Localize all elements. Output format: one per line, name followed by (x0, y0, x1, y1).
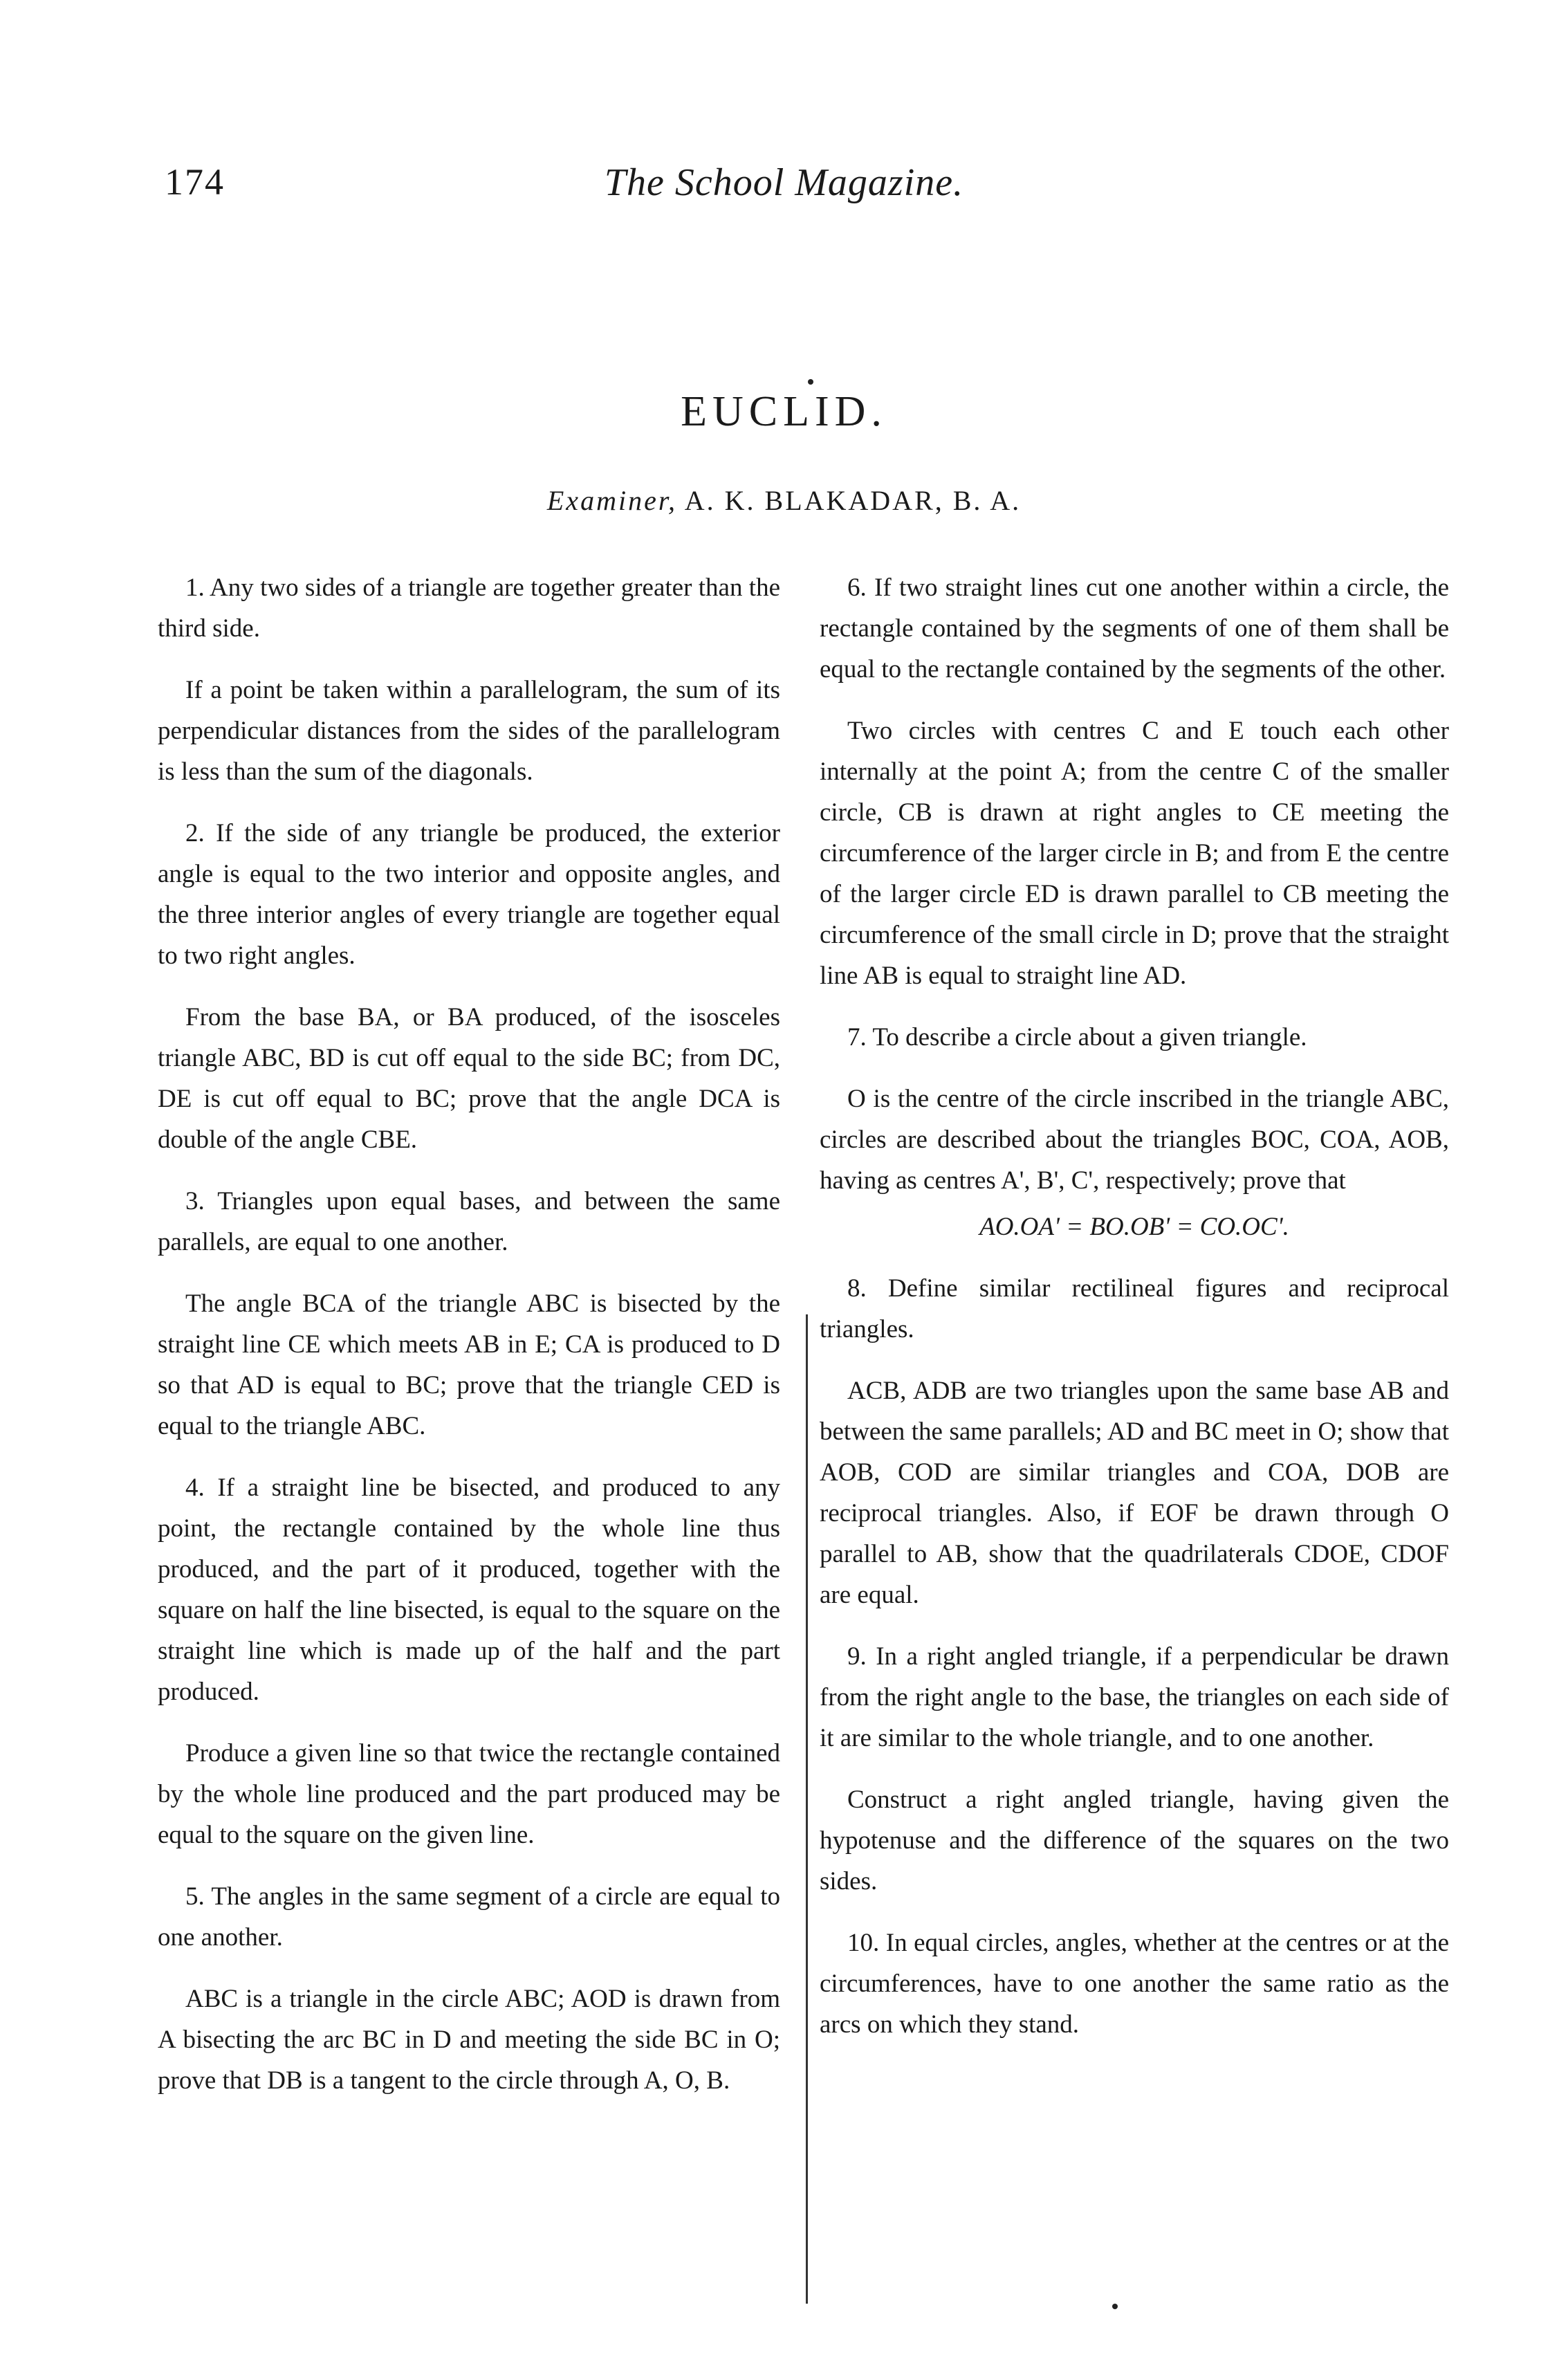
question-6: 6. If two straight lines cut one another within a circle, the rectangle contained by the segments of one of them shall be equal to the rectangle contained by the segments of the other. (820, 573, 1449, 683)
page-number: 174 (165, 161, 225, 203)
question-3: 3. Triangles upon equal bases, and between the same parallels, are equal to one another. (158, 1187, 780, 1256)
question-10: 10. In equal circles, angles, whether at the centres or at the circumferences, have to one another the same ratio as the arcs on which they stand. (820, 1929, 1449, 2039)
question-1: 1. Any two sides of a triangle are together greater than the third side. (158, 573, 780, 643)
left-column (158, 567, 780, 2122)
print-speck (1112, 2304, 1118, 2309)
question-7: 7. To describe a circle about a given triangle. (847, 1023, 1307, 1052)
question-5: 5. The angles in the same segment of a circle are equal to one another. (158, 1882, 780, 1952)
examiner-name: A. K. BLAKADAR, B. A. (684, 485, 1022, 516)
question-3-rider: The angle BCA of the triangle ABC is bisected by the straight line CE which meets AB in E; CA is produced to D so that AD is equal to BC; prove that the triangle CED is equal to the triangle ABC. (158, 1289, 780, 1440)
question-4-rider: Produce a given line so that twice the rectangle contained by the whole line produced and the part produced may be equal to the square on the given line. (158, 1739, 780, 1849)
print-speck (808, 379, 813, 385)
question-9: 9. In a right angled triangle, if a perpendicular be drawn from the right angle to the base, the triangles on each side of it are similar to the whole triangle, and to one another. (820, 1642, 1449, 1752)
examiner-line (0, 484, 1568, 517)
running-title: The School Magazine. (604, 161, 964, 204)
right-column (820, 567, 1449, 2066)
question-1-rider: If a point be taken within a parallelogram, the sum of its perpendicular distances from the sides of the parallelogram is less than the sum of the diagonals. (158, 676, 780, 786)
question-8: 8. Define similar rectilineal figures and reciprocal triangles. (820, 1274, 1449, 1343)
question-6-rider: Two circles with centres C and E touch each other internally at the point A; from the centre C of the smaller circle, CB is drawn at right angles to CE meeting the circumference of the larger circle in B; and from E the centre of the larger circle ED is drawn parallel to CB meeting the circumference of the small circle in D; prove that the straight line AB is equal to straight line AD. (820, 717, 1449, 990)
section-title: EUCLID. (681, 388, 887, 435)
examiner-role: Examiner, (546, 485, 677, 516)
question-7-rider: O is the centre of the circle inscribed in the triangle ABC, circles are described about the triangles BOC, COA, AOB, having as centres A', B', C', respectively; prove that (820, 1085, 1449, 1195)
column-divider (806, 1314, 808, 2304)
question-7-formula: AO.OA' = BO.OB' = CO.OC'. (979, 1213, 1289, 1241)
question-9-rider: Construct a right angled triangle, having given the hypotenuse and the difference of the squares on the two sides. (820, 1786, 1449, 1896)
question-5-rider: ABC is a triangle in the circle ABC; AOD is drawn from A bisecting the arc BC in D and meeting the side BC in O; prove that DB is a tangent to the circle through A, O, B. (158, 1985, 780, 2095)
question-8-rider: ACB, ADB are two triangles upon the same base AB and between the same parallels; AD and BC meet in O; show that AOB, COD are similar triangles and COA, DOB are reciprocal triangles. Also, if EOF be drawn through O parallel to AB, show that the quadrilaterals CDOE, CDOF are equal. (820, 1377, 1449, 1609)
question-2-rider: From the base BA, or BA produced, of the isosceles triangle ABC, BD is cut off equal to the side BC; from DC, DE is cut off equal to BC; prove that the angle DCA is double of the angle CBE. (158, 1003, 780, 1154)
question-4: 4. If a straight line be bisected, and produced to any point, the rectangle contained by the whole line thus produced, and the part of it produced, together with the square on half the line bisected, is equal to the square on the straight line which is made up of the half and the part produced. (158, 1474, 780, 1706)
question-2: 2. If the side of any triangle be produced, the exterior angle is equal to the two interior and opposite angles, and the three interior angles of every triangle are together equal to two right angles. (158, 819, 780, 970)
